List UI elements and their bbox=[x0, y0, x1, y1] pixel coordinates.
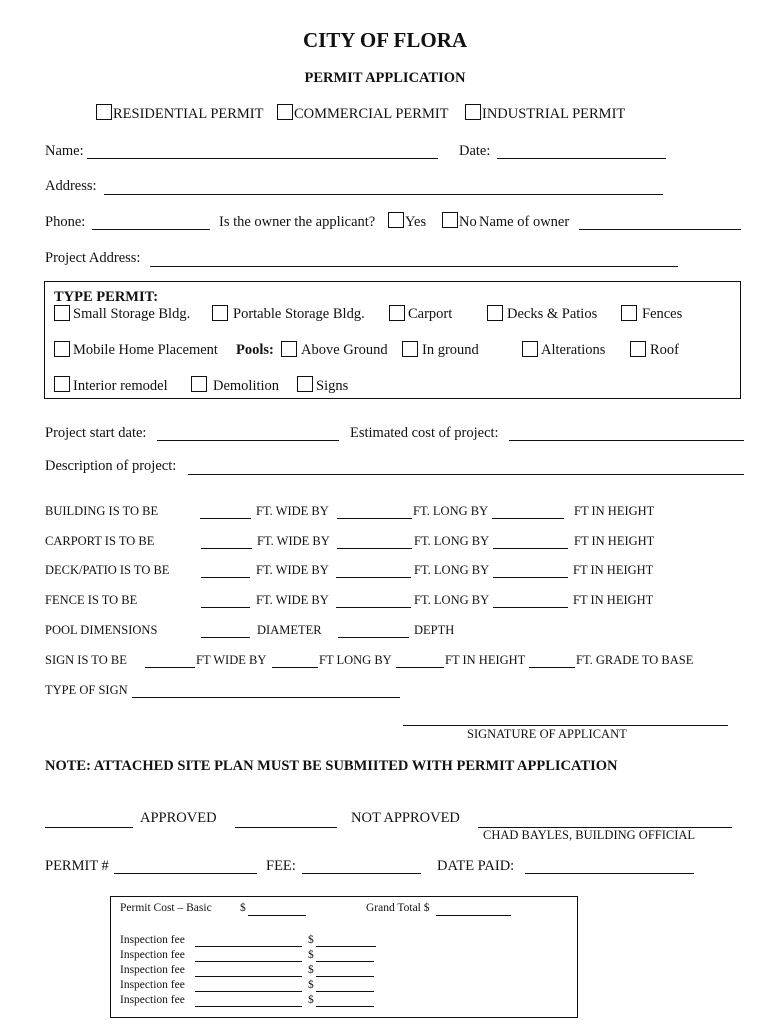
deck-long-label: FT. LONG BY bbox=[414, 563, 490, 577]
approved-field[interactable] bbox=[45, 827, 133, 828]
inspection-dollar-3: $ bbox=[308, 964, 314, 976]
deck-height-label: FT IN HEIGHT bbox=[573, 563, 654, 577]
in-ground-checkbox[interactable] bbox=[402, 341, 418, 357]
small-storage-label: Small Storage Bldg. bbox=[73, 306, 191, 322]
project-start-field[interactable] bbox=[157, 440, 339, 441]
fence-label: FENCE IS TO BE bbox=[45, 593, 138, 607]
fence-wide-field[interactable] bbox=[201, 607, 250, 608]
project-address-field[interactable] bbox=[150, 266, 678, 267]
inspection-dollar-5: $ bbox=[308, 994, 314, 1006]
industrial-checkbox[interactable] bbox=[465, 104, 481, 120]
above-ground-label: Above Ground bbox=[301, 342, 388, 358]
type-permit-title: TYPE PERMIT: bbox=[54, 289, 159, 305]
name-of-owner-label: Name of owner bbox=[479, 214, 570, 230]
interior-remodel-label: Interior remodel bbox=[73, 378, 168, 394]
page-title: CITY OF FLORA bbox=[302, 28, 468, 52]
inspection-fee-label-2: Inspection fee bbox=[120, 949, 185, 961]
pool-diameter-field[interactable] bbox=[201, 637, 250, 638]
sign-label: SIGN IS TO BE bbox=[45, 653, 127, 667]
inspection-dollar-2: $ bbox=[308, 949, 314, 961]
decks-patios-checkbox[interactable] bbox=[487, 305, 503, 321]
inspection-fee-label-4: Inspection fee bbox=[120, 979, 185, 991]
date-field[interactable] bbox=[497, 158, 666, 159]
type-of-sign-label: TYPE OF SIGN bbox=[45, 683, 128, 697]
inspection-fee-label-1: Inspection fee bbox=[120, 934, 185, 946]
decks-patios-label: Decks & Patios bbox=[507, 306, 598, 322]
commercial-checkbox[interactable] bbox=[277, 104, 293, 120]
carport-wide-label: FT. WIDE BY bbox=[257, 534, 330, 548]
inspection-fee-label-3: Inspection fee bbox=[120, 964, 185, 976]
roof-label: Roof bbox=[650, 342, 679, 358]
date-paid-field[interactable] bbox=[525, 873, 694, 874]
above-ground-checkbox[interactable] bbox=[281, 341, 297, 357]
inspection-fee-label-5: Inspection fee bbox=[120, 994, 185, 1006]
industrial-label: INDUSTRIAL PERMIT bbox=[482, 106, 626, 122]
carport-wide-field[interactable] bbox=[201, 548, 252, 549]
grand-total-label: Grand Total $ bbox=[366, 902, 430, 914]
pool-depth-field[interactable] bbox=[338, 637, 409, 638]
deck-patio-label: DECK/PATIO IS TO BE bbox=[45, 563, 170, 577]
not-approved-label: NOT APPROVED bbox=[351, 810, 460, 826]
description-field[interactable] bbox=[188, 474, 744, 475]
sign-wide-field[interactable] bbox=[145, 667, 195, 668]
pool-depth-label: DEPTH bbox=[414, 623, 455, 637]
inspection-dollar-4: $ bbox=[308, 979, 314, 991]
inspection-fee-field-5[interactable] bbox=[195, 1006, 302, 1007]
fence-wide-label: FT. WIDE BY bbox=[256, 593, 329, 607]
pool-diameter-label: DIAMETER bbox=[257, 623, 322, 637]
phone-field[interactable] bbox=[92, 229, 210, 230]
mobile-home-checkbox[interactable] bbox=[54, 341, 70, 357]
sign-long-label: FT LONG BY bbox=[319, 653, 392, 667]
demolition-label: Demolition bbox=[213, 378, 280, 394]
demolition-checkbox[interactable] bbox=[191, 376, 207, 392]
commercial-label: COMMERCIAL PERMIT bbox=[294, 106, 449, 122]
estimated-cost-label: Estimated cost of project: bbox=[350, 425, 499, 441]
address-label: Address: bbox=[45, 178, 97, 194]
fence-long-label: FT. LONG BY bbox=[414, 593, 490, 607]
building-long-field[interactable] bbox=[337, 518, 412, 519]
inspection-amount-5[interactable] bbox=[316, 1006, 374, 1007]
basic-cost-field[interactable] bbox=[248, 915, 306, 916]
building-wide-field[interactable] bbox=[200, 518, 251, 519]
deck-height-field[interactable] bbox=[493, 577, 568, 578]
fence-long-field[interactable] bbox=[336, 607, 411, 608]
fence-height-label: FT IN HEIGHT bbox=[573, 593, 654, 607]
inspection-fee-field-4[interactable] bbox=[195, 991, 302, 992]
sign-height-label: FT IN HEIGHT bbox=[445, 653, 526, 667]
portable-storage-checkbox[interactable] bbox=[212, 305, 228, 321]
fence-height-field[interactable] bbox=[493, 607, 568, 608]
carport-checkbox[interactable] bbox=[389, 305, 405, 321]
not-approved-field[interactable] bbox=[235, 827, 337, 828]
portable-storage-label: Portable Storage Bldg. bbox=[233, 306, 365, 322]
residential-checkbox[interactable] bbox=[96, 104, 112, 120]
fences-checkbox[interactable] bbox=[621, 305, 637, 321]
mobile-home-label: Mobile Home Placement bbox=[73, 342, 218, 358]
project-start-label: Project start date: bbox=[45, 425, 147, 441]
small-storage-checkbox[interactable] bbox=[54, 305, 70, 321]
carport-height-label: FT IN HEIGHT bbox=[574, 534, 655, 548]
fee-label: FEE: bbox=[266, 858, 296, 874]
carport-label: Carport bbox=[408, 306, 453, 322]
signature-field[interactable] bbox=[403, 725, 728, 726]
deck-wide-field[interactable] bbox=[201, 577, 250, 578]
basic-dollar-sign: $ bbox=[240, 902, 246, 914]
estimated-cost-field[interactable] bbox=[509, 440, 744, 441]
deck-wide-label: FT. WIDE BY bbox=[256, 563, 329, 577]
roof-checkbox[interactable] bbox=[630, 341, 646, 357]
residential-label: RESIDENTIAL PERMIT bbox=[113, 106, 264, 122]
name-label: Name: bbox=[45, 143, 84, 159]
inspection-amount-2[interactable] bbox=[316, 961, 374, 962]
owner-yes-label: Yes bbox=[405, 214, 427, 230]
signs-label: Signs bbox=[316, 378, 349, 394]
building-height-field[interactable] bbox=[492, 518, 564, 519]
deck-long-field[interactable] bbox=[336, 577, 411, 578]
inspection-fee-field-1[interactable] bbox=[195, 946, 302, 947]
inspection-amount-1[interactable] bbox=[316, 946, 376, 947]
description-label: Description of project: bbox=[45, 458, 177, 474]
inspection-amount-4[interactable] bbox=[316, 991, 374, 992]
official-name: CHAD BAYLES, BUILDING OFFICIAL bbox=[483, 828, 696, 842]
alterations-label: Alterations bbox=[541, 342, 606, 358]
signature-label: SIGNATURE OF APPLICANT bbox=[467, 727, 627, 741]
sign-grade-label: FT. GRADE TO BASE bbox=[576, 653, 694, 667]
permit-number-field[interactable] bbox=[114, 873, 257, 874]
in-ground-label: In ground bbox=[422, 342, 479, 358]
carport-long-label: FT. LONG BY bbox=[414, 534, 490, 548]
date-label: Date: bbox=[459, 143, 491, 159]
building-long-label: FT. LONG BY bbox=[413, 504, 489, 518]
interior-remodel-checkbox[interactable] bbox=[54, 376, 70, 392]
project-address-label: Project Address: bbox=[45, 250, 141, 266]
page-subtitle: PERMIT APPLICATION bbox=[304, 70, 466, 86]
sign-long-field[interactable] bbox=[272, 667, 318, 668]
signs-checkbox[interactable] bbox=[297, 376, 313, 392]
name-field[interactable] bbox=[87, 158, 438, 159]
carport-dim-label: CARPORT IS TO BE bbox=[45, 534, 155, 548]
inspection-fee-field-2[interactable] bbox=[195, 961, 302, 962]
grand-total-field[interactable] bbox=[436, 915, 511, 916]
owner-yes-checkbox[interactable] bbox=[388, 212, 404, 228]
pools-label: Pools: bbox=[236, 342, 274, 358]
date-paid-label: DATE PAID: bbox=[437, 858, 515, 874]
building-wide-label: FT. WIDE BY bbox=[256, 504, 329, 518]
sign-height-field[interactable] bbox=[396, 667, 444, 668]
sign-grade-field[interactable] bbox=[529, 667, 575, 668]
building-label: BUILDING IS TO BE bbox=[45, 504, 159, 518]
sign-wide-label: FT WIDE BY bbox=[196, 653, 267, 667]
permit-cost-basic-label: Permit Cost – Basic bbox=[120, 902, 212, 914]
inspection-fee-field-3[interactable] bbox=[195, 976, 302, 977]
carport-long-field[interactable] bbox=[337, 548, 412, 549]
owner-question: Is the owner the applicant? bbox=[219, 214, 376, 230]
type-of-sign-field[interactable] bbox=[132, 697, 400, 698]
owner-no-label: No bbox=[459, 214, 477, 230]
phone-label: Phone: bbox=[45, 214, 86, 230]
approved-label: APPROVED bbox=[140, 810, 217, 826]
fee-field[interactable] bbox=[302, 873, 421, 874]
owner-no-checkbox[interactable] bbox=[442, 212, 458, 228]
alterations-checkbox[interactable] bbox=[522, 341, 538, 357]
owner-name-field[interactable] bbox=[579, 229, 741, 230]
inspection-amount-3[interactable] bbox=[316, 976, 374, 977]
inspection-dollar-1: $ bbox=[308, 934, 314, 946]
building-height-label: FT IN HEIGHT bbox=[574, 504, 655, 518]
carport-height-field[interactable] bbox=[493, 548, 568, 549]
fences-label: Fences bbox=[642, 306, 683, 322]
address-field[interactable] bbox=[104, 194, 663, 195]
pool-dimensions-label: POOL DIMENSIONS bbox=[45, 623, 158, 637]
permit-number-label: PERMIT # bbox=[45, 858, 109, 874]
site-plan-note: NOTE: ATTACHED SITE PLAN MUST BE SUBMIITED WITH PERMIT APPLICATION bbox=[45, 758, 618, 774]
